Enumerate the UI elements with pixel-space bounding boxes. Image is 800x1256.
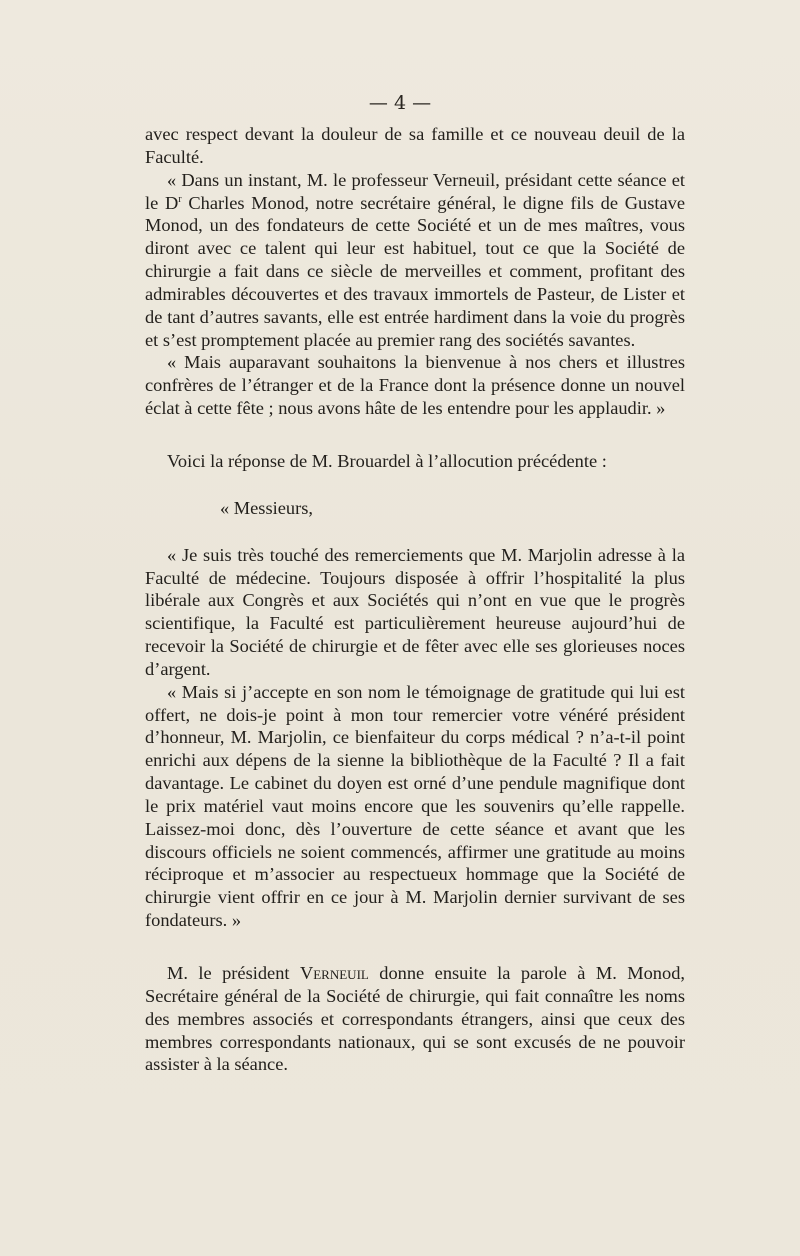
paragraph-welcome: « Mais auparavant souhaitons la bienvenue à nos chers et illustres confrères de l’étranger et de la France dont la présence donne un nouvel éclat à cette fête ; nous avons hâte de les entendre pour les applaudir. » xyxy=(145,352,685,419)
paragraph-continuation: avec respect devant la douleur de sa famille et ce nouveau deuil de la Faculté. xyxy=(145,124,685,167)
paragraph-reply-thanks: « Je suis très touché des remerciements que M. Marjolin adresse à la Faculté de médecine. Toujours disposée à offrir l’hospitalité la plus libérale aux Congrès et aux Sociétés qui n’ont en vue que le progrès scientifique, la Faculté est particulièrement heureuse aujourd’hui de recevoir la Société de chirurgie et de fêter avec elle ses glorieuses noces d’argent. xyxy=(145,544,685,679)
salutation: « Messieurs, xyxy=(220,497,313,518)
paragraph-verneuil-monod xyxy=(145,169,685,352)
paragraph-text: Charles Monod, notre secrétaire général, le digne fils de Gustave Monod, un des fondateurs de cette Société et un de mes maîtres, vous diront avec ce talent qui leur est habituel, tout ce que la Société de chirurgie a fait dans ce siècle de merveilles et comment, profitant des admirables découvertes et des travaux immortels de Pasteur, de Lister et de tant d’autres savants, elle est entrée hardiment dans la voie du progrès et s’est promptement placée au premier rang des sociétés savantes. xyxy=(145,192,685,350)
president-name: Verneuil xyxy=(299,963,369,983)
paragraph-text: « Dans un instant, M. le professeur Verneuil, présidant cette séance et le D xyxy=(145,169,685,213)
paragraph-president xyxy=(145,962,685,1076)
paragraph-text: M. le président xyxy=(167,963,300,983)
paragraph-text: donne ensuite la parole à M. Monod, Secrétaire général de la Société de chirurgie, qui fait connaître les noms des membres associés et correspondants étrangers, ainsi que ceux des membres correspondants nationaux, qui se sont excusés de ne pouvoir assister à la séance. xyxy=(145,963,685,1075)
page-number: — 4 — xyxy=(368,92,432,114)
body-text xyxy=(145,123,685,1076)
paragraph-reply-gratitude: « Mais si j’accepte en son nom le témoignage de gratitude qui lui est offert, ne dois-je point à mon tour remercier votre vénéré président d’honneur, M. Marjolin, ce bienfaiteur du corps médical ? n’a-t-il point enrichi aux dépens de la sienne la bibliothèque de la Faculté ? Il a fait davantage. Le cabinet du doyen est orné d’une pendule magnifique dont le prix matériel vaut moins encore que les souvenirs qu’elle rappelle. Laissez-moi donc, dès l’ouverture de cette séance et avant que les discours officiels ne soient commencés, affirmer une gratitude au moins réciproque et m’associer au respectueux hommage que la Société de chirurgie vient offrir en ce jour à M. Marjolin dernier survivant de ses fondateurs. » xyxy=(145,681,685,931)
superscript-r: r xyxy=(178,193,182,205)
paragraph-brouardel-intro: Voici la réponse de M. Brouardel à l’allocution précédente : xyxy=(167,450,607,471)
